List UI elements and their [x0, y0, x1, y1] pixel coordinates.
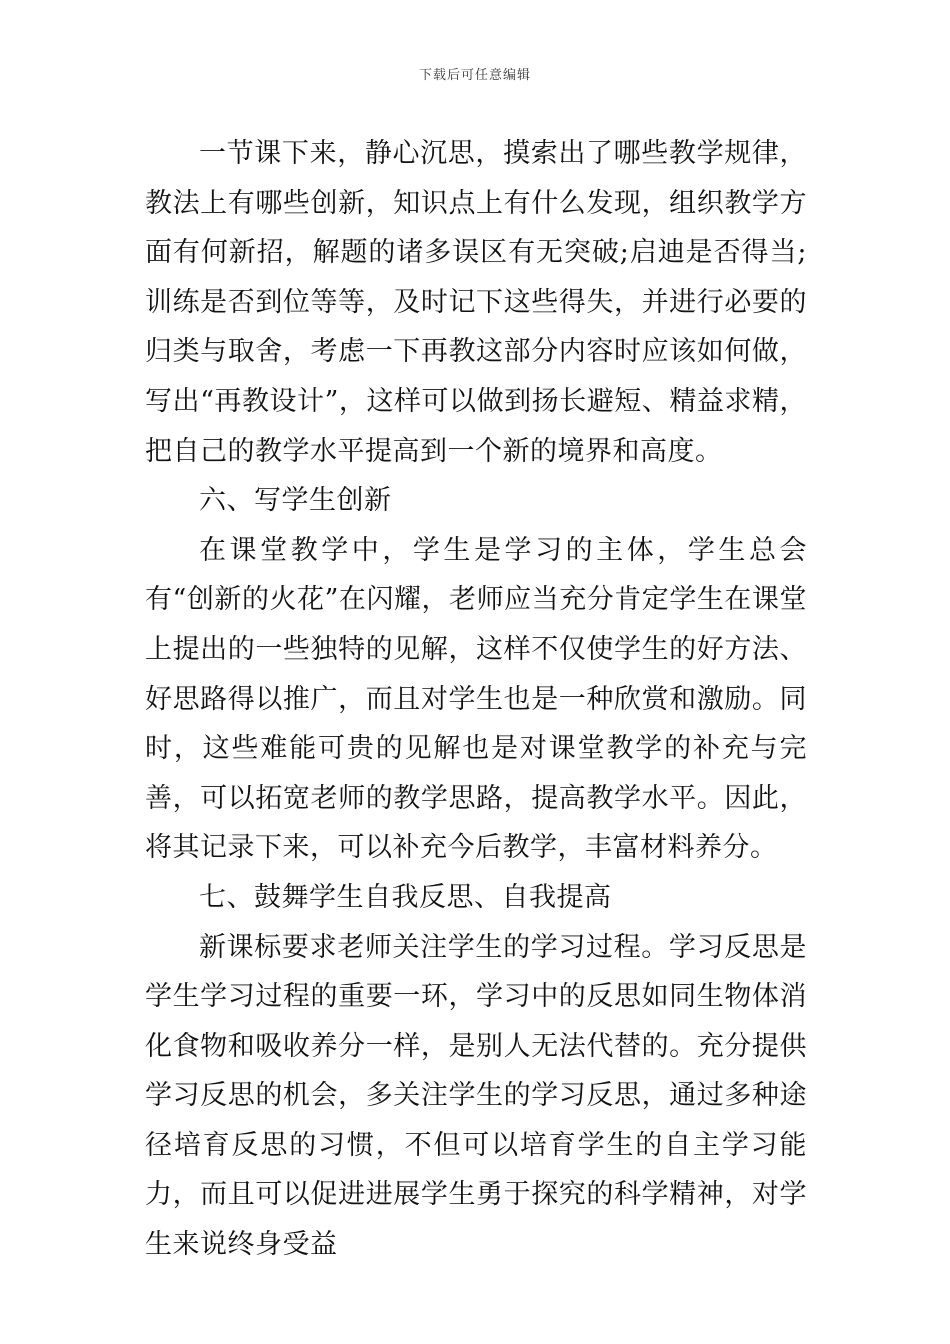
paragraph-student-reflection: 新课标要求老师关注学生的学习过程。学习反思是学生学习过程的重要一环，学习中的反思如同生物体消化食物和吸收养分一样，是别人无法代替的。充分提供学习反思的机会，多关注学生的学习反思，通过多种途径培育反思的习惯，不但可以培育学生的自主学习能力，而且可以促进进展学生勇于探究的科学精神，对学生来说终身受益	[145, 931, 807, 1261]
paragraph-teaching-reflection: 一节课下来，静心沉思，摸索出了哪些教学规律，教法上有哪些创新，知识点上有什么发现，组织教学方面有何新招，解题的诸多误区有无突破;启迪是否得当;训练是否到位等等，及时记下这些得失，并进行必要的归类与取舍，考虑一下再教这部分内容时应该如何做，写出“再教设计”，这样可以做到扬长避短、精益求精，把自己的教学水平提高到一个新的境界和高度。	[145, 138, 807, 467]
paragraph-student-innovation: 在课堂教学中，学生是学习的主体，学生总会有“创新的火花”在闪耀，老师应当充分肯定学生在课堂上提出的一些独特的见解，这样不仅使学生的好方法、好思路得以推广，而且对学生也是一种欣赏和激励。同时，这些难能可贵的见解也是对课堂教学的补充与完善，可以拓宽老师的教学思路，提高教学水平。因此，将其记录下来，可以补充今后教学，丰富材料养分。	[145, 534, 807, 864]
header-note: 下载后可任意编辑	[418, 68, 531, 83]
document-body	[145, 129, 807, 1270]
section-heading-seven: 七、鼓舞学生自我反思、自我提高	[199, 881, 612, 913]
section-heading-six: 六、写学生创新	[199, 485, 392, 517]
